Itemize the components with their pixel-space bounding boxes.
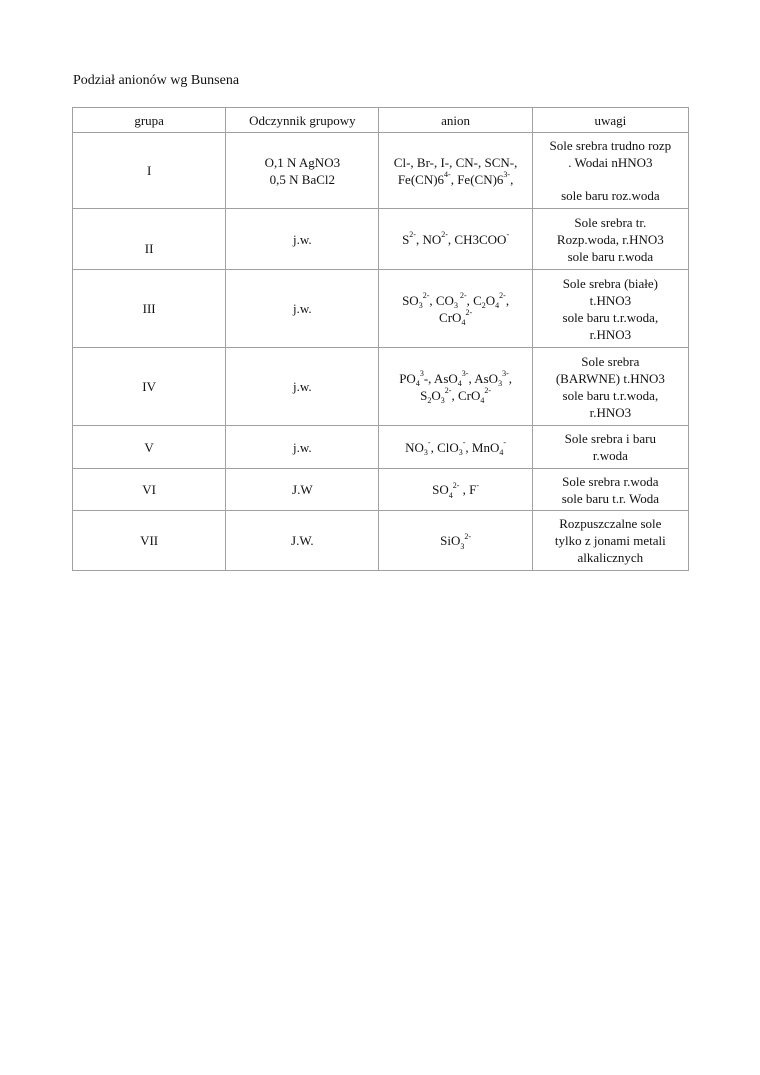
note-line: Sole srebra (białe) [562, 275, 658, 291]
note-blank-line [536, 171, 685, 187]
cell-grupa: IV [73, 348, 226, 426]
cell-anion [379, 348, 532, 426]
anion-formula-line: $SO_3^{2-}$, $CO_3$ $^{2-}$, $C_2O_4^{2-}$, [402, 291, 510, 311]
cell-uwagi [532, 348, 688, 426]
cell-grupa: I [73, 133, 226, 209]
header-grupa: grupa [73, 108, 226, 133]
note-line: sole baru roz.woda [561, 188, 660, 203]
note-line: Sole srebra trudno rozp [549, 138, 672, 153]
table-row-group-VI [73, 469, 689, 511]
cell-uwagi [532, 426, 688, 469]
anion-formula-line: $S_2O_3^{2-}$, CrO$_4^{2-}$ [420, 386, 492, 406]
cell-uwagi [532, 133, 688, 209]
note-line: r.woda [592, 448, 628, 463]
header-anion: anion [379, 108, 532, 133]
cell-anion: SiO$_3^{2-}$ [379, 511, 532, 571]
table-header-row [73, 108, 689, 133]
cell-anion: $SO_4^{2-}$ , F- [379, 469, 532, 511]
table-row-group-III [73, 270, 689, 348]
document-title: Podział anionów wg Bunsena [73, 73, 240, 88]
cell-uwagi [532, 469, 688, 511]
anion-formula-line: $Fe(CN)6^{4-}$, $Fe(CN)6^{3-}$, [397, 170, 514, 187]
table-row-group-I [73, 133, 689, 209]
cell-odczynnik: j.w. [226, 348, 379, 426]
cell-anion [379, 133, 532, 209]
cell-odczynnik: J.W. [226, 511, 379, 571]
anion-formula-line: Cl-, Br-, I-, CN-, SCN-, [393, 154, 518, 170]
note-line: sole baru r.woda [567, 248, 654, 264]
cell-anion [379, 270, 532, 348]
table-row-group-II [73, 209, 689, 270]
cell-anion: $S^{2-}$, $NO^{2-}$, CH3COO- [379, 209, 532, 270]
note-line: . Wodai nHNO3 [568, 155, 653, 170]
cell-uwagi [532, 270, 688, 348]
cell-grupa: V [73, 426, 226, 469]
cell-grupa: III [73, 270, 226, 348]
note-line: t.HNO3 [589, 292, 632, 308]
note-line: sole baru t.r. Woda [561, 490, 659, 506]
note-line: Sole srebra i baru [564, 431, 657, 446]
cell-grupa: VII [73, 511, 226, 571]
note-line: (BARWNE) t.HNO3 [555, 370, 665, 386]
note-line: r.HNO3 [589, 404, 632, 420]
anion-formula-line: CrO$_4^{2-}$ [439, 308, 473, 328]
note-line: sole baru t.r.woda, [562, 387, 659, 403]
cell-odczynnik: J.W [226, 469, 379, 511]
note-line: Sole srebra tr. [574, 214, 647, 230]
note-line: Sole srebra [581, 353, 640, 369]
cell-uwagi [532, 209, 688, 270]
note-line: r.HNO3 [589, 326, 632, 342]
cell-odczynnik: j.w. [226, 270, 379, 348]
cell-grupa: II [73, 209, 226, 270]
cell-odczynnik: j.w. [226, 209, 379, 270]
note-line: sole baru t.r.woda, [562, 309, 659, 325]
note-line: tylko z jonami metali [554, 533, 666, 548]
header-uwagi: uwagi [532, 108, 688, 133]
anion-formula-line: $PO_4^3-$, AsO$_4^{3-}$, AsO$_3^{3-}$, [399, 369, 512, 389]
note-line: alkalicznych [577, 550, 644, 565]
cell-anion: $NO_3^-$, ClO$_3$-, MnO$_4$- [379, 426, 532, 469]
anion-groups-table [72, 107, 689, 571]
cell-odczynnik [226, 133, 379, 209]
table-row-group-IV [73, 348, 689, 426]
cell-uwagi [532, 511, 688, 571]
reagent-line: O,1 N AgNO3 [264, 154, 341, 170]
note-line: Rozpuszczalne sole [559, 516, 662, 531]
cell-grupa: VI [73, 469, 226, 511]
header-odczynnik-grupowy: Odczynnik grupowy [226, 108, 379, 133]
table-row-group-V [73, 426, 689, 469]
note-line: Sole srebra r.woda [562, 473, 659, 489]
note-line: Rozp.woda, r.HNO3 [556, 231, 664, 247]
reagent-line: 0,5 N BaCl2 [269, 171, 336, 187]
table-row-group-VII [73, 511, 689, 571]
cell-odczynnik: j.w. [226, 426, 379, 469]
